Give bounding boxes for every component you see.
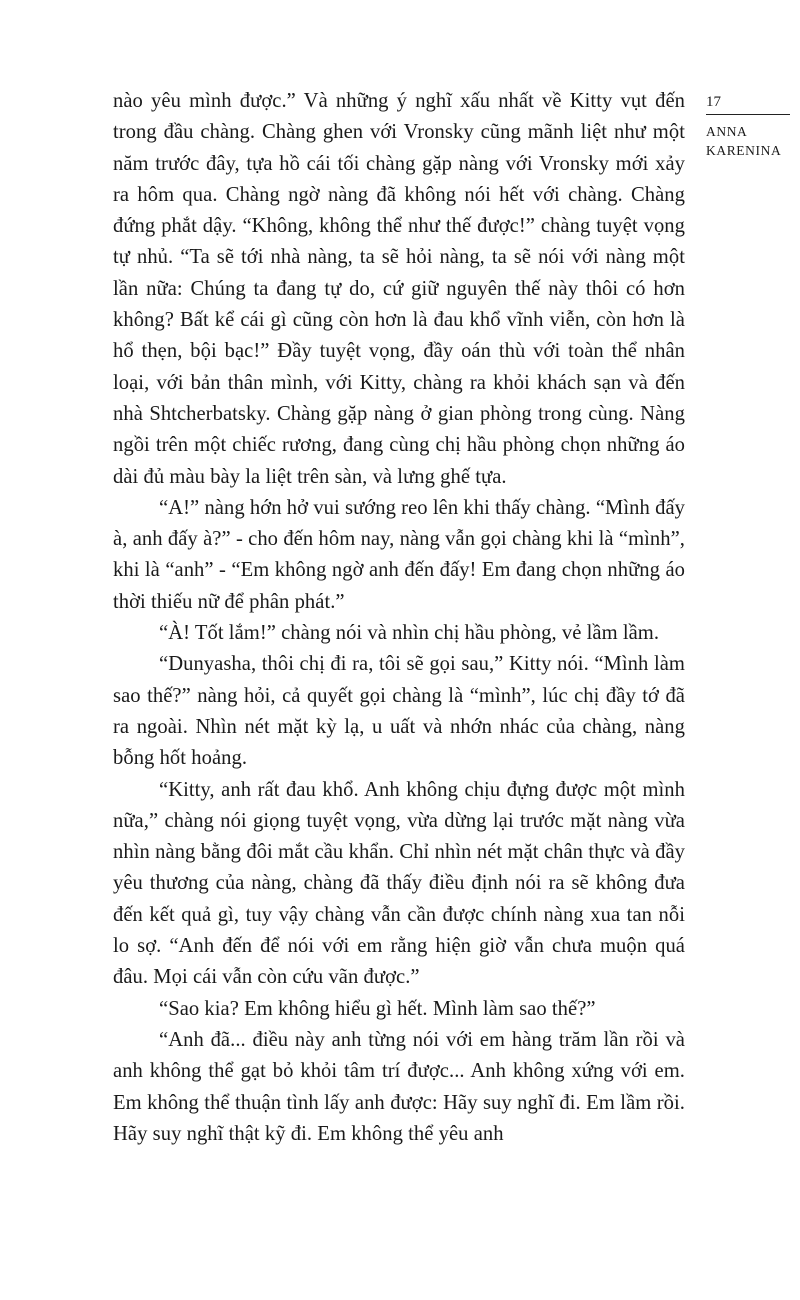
paragraph-2: “A!” nàng hớn hở vui sướng reo lên khi thấy chàng. “Mình đấy à, anh đấy à?” - cho đến hôm nay, nàng vẫn gọi chàng khi là “mình”, khi là “anh” - “Em không ngờ anh đến đấy! Em đang chọn những áo thời thiếu nữ để phân phát.” xyxy=(113,496,685,613)
paragraph-1: nào yêu mình được.” Và những ý nghĩ xấu nhất về Kitty vụt đến trong đầu chàng. Chàng ghen với Vronsky cũng mãnh liệt như một năm trước đây, tựa hồ cái tối chàng gặp nàng với Vronsky mới xảy ra hôm qua. Chàng ngờ nàng đã không nói hết với chàng. Chàng đứng phắt dậy. “Không, không thể như thế được!” chàng tuyệt vọng tự nhủ. “Ta sẽ tới nhà nàng, ta sẽ hỏi nàng, ta sẽ nói với nàng một lần nữa: Chúng ta đang tự do, cứ giữ nguyên thế này thôi có hơn không? Bất kể cái gì cũng còn hơn là đau khổ vĩnh viễn, còn hơn là hổ thẹn, bội bạc!” Đầy tuyệt vọng, đầy oán thù với toàn thể nhân loại, với bản thân mình, với Kitty, chàng ra khỏi khách sạn và đến nhà Shtcherbatsky. Chàng gặp nàng ở gian phòng trong cùng. Nàng ngồi trên một chiếc rương, đang cùng chị hầu phòng chọn những áo dài đủ màu bày la liệt trên sàn, và lưng ghế tựa. xyxy=(113,90,685,488)
paragraph-5: “Kitty, anh rất đau khổ. Anh không chịu đựng được một mình nữa,” chàng nói giọng tuyệt vọng, vừa dừng lại trước mặt nàng vừa nhìn nàng bằng đôi mắt cầu khẩn. Chỉ nhìn nét mặt chân thực và đầy yêu thương của nàng, chàng đã thấy điều định nói ra sẽ không đưa đến kết quả gì, tuy vậy chàng vẫn cần được chính nàng xua tan nỗi lo sợ. “Anh đến để nói với em rằng hiện giờ vẫn chưa muộn quá đâu. Mọi cái vẫn còn cứu vãn được.” xyxy=(113,778,685,989)
running-title-line-2: KARENINA xyxy=(706,142,782,158)
running-title-line-1: ANNA xyxy=(706,124,748,139)
body-text xyxy=(113,86,685,1150)
paragraph-3: “À! Tốt lắm!” chàng nói và nhìn chị hầu phòng, vẻ lầm lầm. xyxy=(159,622,660,645)
running-header xyxy=(706,92,800,160)
paragraph-4: “Dunyasha, thôi chị đi ra, tôi sẽ gọi sau,” Kitty nói. “Mình làm sao thế?” nàng hỏi, cả quyết gọi chàng là “mình”, lúc chị đầy tớ đã ra ngoài. Nhìn nét mặt kỳ lạ, u uất và nhớn nhác của chàng, nàng bỗng hốt hoảng. xyxy=(113,653,685,770)
paragraph-7: “Anh đã... điều này anh từng nói với em hàng trăm lần rồi và anh không thể gạt bỏ khỏi tâm trí được... Anh không xứng với em. Em không thể thuận tình lấy anh được: Hãy suy nghĩ đi. Em lầm rồi. Hãy suy nghĩ thật kỹ đi. Em không thể yêu anh xyxy=(113,1028,685,1145)
running-title xyxy=(706,123,800,160)
paragraph-6: “Sao kia? Em không hiểu gì hết. Mình làm sao thế?” xyxy=(159,997,596,1020)
page-number: 17 xyxy=(706,94,721,110)
header-rule xyxy=(706,114,790,115)
